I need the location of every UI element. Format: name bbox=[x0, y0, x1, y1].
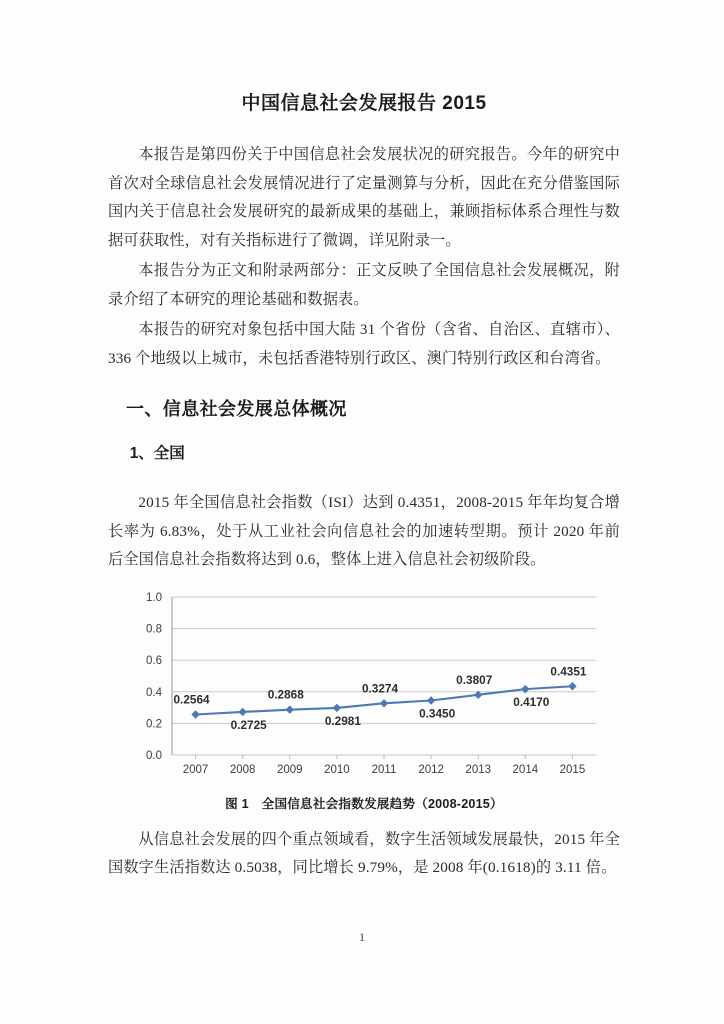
data-point-label: 0.3274 bbox=[361, 680, 399, 695]
data-point-label: 0.2868 bbox=[267, 687, 304, 702]
subsection-heading-national: 1、全国 bbox=[129, 445, 185, 462]
data-point-marker bbox=[333, 703, 341, 711]
section-heading-overview: 一、信息社会发展总体概况 bbox=[126, 399, 347, 419]
data-point-marker bbox=[191, 710, 199, 718]
data-point-marker bbox=[380, 699, 388, 707]
data-point-marker bbox=[286, 705, 294, 713]
data-point-marker bbox=[427, 696, 435, 704]
data-point-marker bbox=[568, 682, 576, 690]
x-axis-tick-label: 2009 bbox=[276, 763, 303, 776]
x-axis-tick-label: 2012 bbox=[418, 763, 444, 776]
figure-caption: 图 1 全国信息社会指数发展趋势（2008-2015） bbox=[225, 796, 503, 811]
y-axis-tick-label: 0.4 bbox=[146, 686, 162, 699]
data-point-label: 0.2564 bbox=[173, 691, 210, 706]
isi-trend-chart bbox=[124, 589, 604, 787]
paragraph-digital-life: 从信息社会发展的四个重点领域看，数字生活领域发展最快，2015 年全国数字生活指数达 0.5038，同比增长 9.79%，是 2008 年(0.1618)的 3.11 倍。 bbox=[108, 830, 620, 876]
x-axis-tick-label: 2013 bbox=[465, 763, 492, 776]
figure-1 bbox=[108, 589, 620, 812]
data-point-label: 0.2725 bbox=[230, 717, 267, 732]
paragraph-intro-scope: 本报告是第四份关于中国信息社会发展状况的研究报告。今年的研究中首次对全球信息社会发展情况进行了定量测算与分析，因此在充分借鉴国际国内关于信息社会发展研究的最新成果的基础上，兼顾指标体系合理性与数据可获取性，对有关指标进行了微调，详见附录一。 bbox=[108, 146, 620, 249]
x-axis-tick-label: 2014 bbox=[512, 763, 539, 776]
page-number: 1 bbox=[359, 930, 365, 944]
y-axis-tick-label: 0.0 bbox=[146, 749, 162, 762]
y-axis-tick-label: 1.0 bbox=[146, 591, 162, 604]
data-point-label: 0.4351 bbox=[550, 663, 587, 678]
x-axis-tick-label: 2008 bbox=[229, 763, 256, 776]
paragraph-structure: 本报告分为正文和附录两部分：正文反映了全国信息社会发展概况，附录介绍了本研究的理论基础和数据表。 bbox=[108, 262, 620, 308]
data-point-label: 0.2981 bbox=[324, 713, 361, 728]
page-content bbox=[108, 0, 620, 883]
data-point-label: 0.3450 bbox=[419, 705, 456, 720]
data-point-label: 0.4170 bbox=[513, 694, 550, 709]
x-axis-tick-label: 2007 bbox=[182, 763, 209, 776]
data-point-label: 0.3807 bbox=[456, 672, 493, 687]
x-axis-tick-label: 2010 bbox=[324, 763, 350, 776]
data-point-marker bbox=[238, 707, 246, 715]
isi-trend-chart-svg bbox=[124, 589, 604, 787]
x-axis-tick-label: 2011 bbox=[371, 763, 397, 776]
y-axis-tick-label: 0.2 bbox=[146, 717, 162, 730]
paragraph-coverage: 本报告的研究对象包括中国大陆 31 个省份（含省、自治区、直辖市）、336 个地级以上城市，未包括香港特别行政区、澳门特别行政区和台湾省。 bbox=[108, 321, 620, 367]
y-axis-tick-label: 0.8 bbox=[146, 623, 162, 636]
page-title: 中国信息社会发展报告 2015 bbox=[241, 93, 487, 114]
y-axis-tick-label: 0.6 bbox=[146, 654, 162, 667]
x-axis-tick-label: 2015 bbox=[559, 763, 586, 776]
paragraph-isi-2015: 2015 年全国信息社会指数（ISI）达到 0.4351，2008-2015 年年均复合增长率为 6.83%，处于从工业社会向信息社会的加速转型期。预计 2020 年前后全国信息社会指数将达到 0.6，整体上进入信息社会初级阶段。 bbox=[108, 494, 620, 568]
